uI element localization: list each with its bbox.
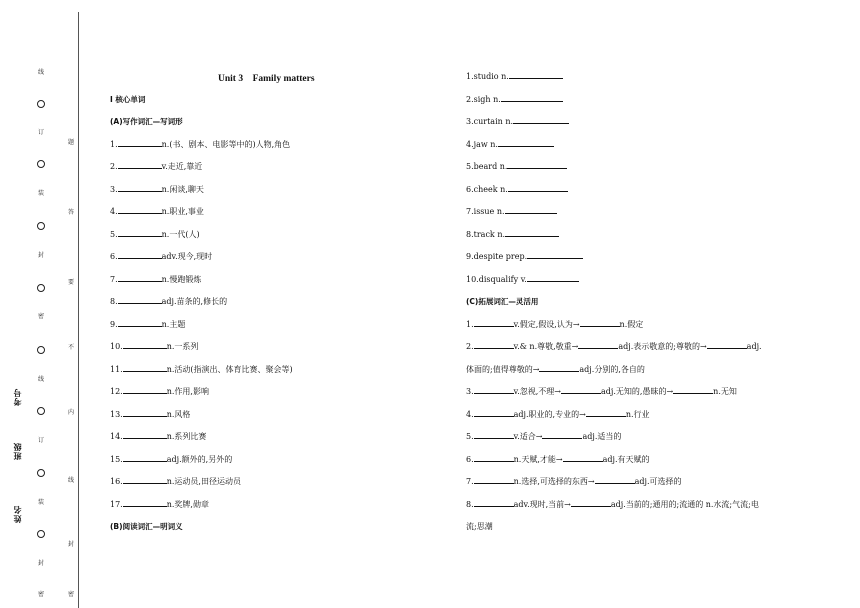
- item-number: 17.: [110, 500, 123, 509]
- list-item: [110, 161, 202, 172]
- item-word: 6.cheek n.: [466, 185, 508, 194]
- answer-blank[interactable]: [474, 341, 514, 349]
- item-definition: v.假定,假设,认为→: [513, 320, 580, 329]
- item-number: 13.: [110, 410, 123, 419]
- seal-mark: 要: [68, 279, 75, 286]
- item-number: 10.: [110, 342, 123, 351]
- answer-blank[interactable]: [673, 386, 713, 394]
- item-number: 1.: [466, 320, 474, 329]
- answer-blank[interactable]: [123, 386, 167, 394]
- item-definition: adj.表示敬意的;尊敬的→: [618, 342, 707, 351]
- list-item: [110, 364, 293, 375]
- answer-blank[interactable]: [474, 319, 514, 327]
- item-number: 3.: [110, 185, 118, 194]
- answer-blank[interactable]: [123, 409, 167, 417]
- binding-hole-icon: [37, 530, 45, 538]
- list-item: [466, 251, 583, 261]
- list-item: [466, 116, 569, 126]
- item-number: 8.: [466, 500, 474, 509]
- binding-hole-icon: [37, 284, 45, 292]
- list-item-continuation: [466, 364, 645, 375]
- list-item: [110, 341, 198, 352]
- list-item: [110, 409, 190, 420]
- list-item: [466, 499, 759, 510]
- item-number: 2.: [110, 162, 118, 171]
- item-number: 6.: [110, 252, 118, 261]
- seal-mark: 题: [68, 139, 75, 146]
- seal-mark: 密: [38, 313, 45, 320]
- item-definition: n.假定: [619, 320, 644, 329]
- answer-blank[interactable]: [474, 499, 514, 507]
- item-definition: 体面的;值得尊敬的→: [466, 365, 540, 374]
- item-number: 4.: [110, 207, 118, 216]
- list-item: [110, 454, 232, 465]
- item-definition: n.运动员,田径运动员: [166, 477, 241, 486]
- item-number: 4.: [466, 410, 474, 419]
- answer-blank[interactable]: [474, 476, 514, 484]
- answer-blank[interactable]: [509, 71, 563, 79]
- seal-mark: 内: [68, 409, 75, 416]
- item-definition: adv.现今,现时: [161, 252, 213, 261]
- item-definition: n.系列比赛: [166, 432, 207, 441]
- list-item: [110, 296, 227, 307]
- answer-blank[interactable]: [118, 319, 162, 327]
- list-item: [466, 319, 643, 330]
- list-item: [466, 161, 567, 171]
- section-heading-a: (A)写作词汇—写词形: [110, 117, 183, 126]
- answer-blank[interactable]: [118, 274, 162, 282]
- seal-mark: 线: [38, 69, 45, 76]
- answer-blank[interactable]: [539, 364, 579, 372]
- item-number: 12.: [110, 387, 123, 396]
- item-definition: adj.: [746, 342, 762, 351]
- answer-blank[interactable]: [118, 139, 162, 147]
- answer-blank[interactable]: [118, 184, 162, 192]
- list-item: [466, 184, 568, 194]
- binding-line: [78, 12, 79, 608]
- list-item: [110, 431, 206, 442]
- list-item: [110, 499, 209, 510]
- list-item: [110, 184, 204, 195]
- item-definition: n.天赋,才能→: [513, 455, 563, 464]
- item-number: 2.: [466, 342, 474, 351]
- item-definition: n.职业,事业: [161, 207, 204, 216]
- answer-blank[interactable]: [505, 229, 559, 237]
- answer-blank[interactable]: [561, 386, 601, 394]
- item-word: 1.studio n.: [466, 72, 509, 81]
- seal-mark: 密: [68, 591, 75, 598]
- binding-hole-icon: [37, 469, 45, 477]
- answer-blank[interactable]: [474, 386, 514, 394]
- item-word: 2.sigh n.: [466, 95, 501, 104]
- item-number: 9.: [110, 320, 118, 329]
- exam-number-label: 考号: [13, 388, 22, 406]
- answer-blank[interactable]: [118, 251, 162, 259]
- item-definition: v.适合→: [513, 432, 543, 441]
- item-definition: n.一代(人): [161, 230, 200, 239]
- item-definition: v.走近,靠近: [161, 162, 203, 171]
- seal-mark: 不: [68, 344, 75, 351]
- list-item: [110, 229, 200, 240]
- list-item: [466, 139, 554, 149]
- item-definition: adj.额外的,另外的: [166, 455, 233, 464]
- item-definition: adj.可选择的: [634, 477, 682, 486]
- item-number: 1.: [110, 140, 118, 149]
- section-heading-core-words: Ⅰ 核心单词: [110, 95, 146, 104]
- seal-mark: 封: [68, 541, 75, 548]
- seal-mark: 封: [38, 560, 45, 567]
- seal-mark: 订: [38, 129, 45, 136]
- item-definition: adj.苗条的,修长的: [161, 297, 228, 306]
- list-item: [110, 476, 241, 487]
- answer-blank[interactable]: [542, 431, 582, 439]
- item-number: 5.: [110, 230, 118, 239]
- seal-mark: 答: [68, 209, 75, 216]
- item-definition: adj.分别的,各自的: [579, 365, 645, 374]
- item-number: 5.: [466, 432, 474, 441]
- answer-blank[interactable]: [474, 409, 514, 417]
- item-number: 8.: [110, 297, 118, 306]
- seal-mark: 装: [38, 499, 45, 506]
- item-word: 8.track n.: [466, 230, 506, 239]
- list-item: [466, 431, 621, 442]
- item-number: 6.: [466, 455, 474, 464]
- answer-blank[interactable]: [118, 161, 162, 169]
- item-number: 7.: [110, 275, 118, 284]
- answer-blank[interactable]: [571, 499, 611, 507]
- item-word: 10.disqualify v.: [466, 275, 527, 284]
- answer-blank[interactable]: [501, 94, 563, 102]
- binding-margin: [0, 0, 82, 608]
- list-item: [466, 206, 557, 216]
- item-definition: adj.适当的: [582, 432, 622, 441]
- item-definition: adj.职业的,专业的→: [513, 410, 586, 419]
- answer-blank[interactable]: [498, 139, 554, 147]
- answer-blank[interactable]: [118, 296, 162, 304]
- list-item-continuation: 流;思潮: [466, 522, 493, 531]
- seal-mark: 封: [38, 252, 45, 259]
- item-definition: n.闲谈,聊天: [161, 185, 204, 194]
- item-number: 7.: [466, 477, 474, 486]
- item-definition: n.奖牌,勋章: [166, 500, 209, 509]
- item-number: 16.: [110, 477, 123, 486]
- item-definition: v.& n.尊敬,敬重→: [513, 342, 579, 351]
- binding-hole-icon: [37, 100, 45, 108]
- item-definition: n.风格: [166, 410, 191, 419]
- answer-blank[interactable]: [578, 341, 618, 349]
- list-item: [110, 386, 209, 397]
- answer-blank[interactable]: [474, 431, 514, 439]
- answer-blank[interactable]: [123, 499, 167, 507]
- answer-blank[interactable]: [118, 229, 162, 237]
- answer-blank[interactable]: [123, 454, 167, 462]
- list-item: [466, 274, 579, 284]
- item-number: 15.: [110, 455, 123, 464]
- item-definition: n.行业: [625, 410, 650, 419]
- item-number: 14.: [110, 432, 123, 441]
- answer-blank[interactable]: [507, 161, 567, 169]
- item-definition: n.作用,影响: [166, 387, 209, 396]
- seal-mark: 装: [38, 190, 45, 197]
- answer-blank[interactable]: [527, 251, 583, 259]
- section-heading-c: (C)拓展词汇—灵活用: [466, 297, 539, 306]
- item-definition: n.(书、剧本、电影等中的)人物,角色: [161, 140, 291, 149]
- item-definition: n.选择,可选择的东西→: [513, 477, 595, 486]
- binding-hole-icon: [37, 407, 45, 415]
- item-word: 4.jaw n.: [466, 140, 498, 149]
- item-definition: n.慢跑锻炼: [161, 275, 202, 284]
- item-definition: adv.现时,当前→: [513, 500, 571, 509]
- name-label: 姓名: [13, 505, 22, 523]
- list-item: [466, 476, 682, 487]
- item-definition: n.无知: [713, 387, 737, 396]
- list-item: [466, 71, 563, 81]
- item-definition: adj.无知的,愚昧的→: [601, 387, 674, 396]
- answer-blank[interactable]: [508, 184, 568, 192]
- answer-blank[interactable]: [527, 274, 579, 282]
- list-item: [110, 251, 212, 262]
- answer-blank[interactable]: [586, 409, 626, 417]
- list-item: [466, 409, 650, 420]
- section-heading-b: (B)阅读词汇—明词义: [110, 522, 183, 531]
- item-word: 7.issue n.: [466, 207, 505, 216]
- item-definition: n.活动(指演出、体育比赛、聚会等): [166, 365, 293, 374]
- answer-blank[interactable]: [118, 206, 162, 214]
- list-item: [110, 319, 185, 330]
- seal-mark: 线: [38, 376, 45, 383]
- item-word: 9.despite prep.: [466, 252, 528, 261]
- binding-hole-icon: [37, 346, 45, 354]
- item-word: 5.beard n.: [466, 162, 508, 171]
- item-definition: v.忽视,不理→: [513, 387, 561, 396]
- item-definition: n.一系列: [166, 342, 199, 351]
- answer-blank[interactable]: [123, 476, 167, 484]
- answer-blank[interactable]: [563, 454, 603, 462]
- list-item: [110, 206, 204, 217]
- answer-blank[interactable]: [707, 341, 747, 349]
- list-item: [466, 454, 650, 465]
- item-word: 3.curtain n.: [466, 117, 514, 126]
- item-number: 11.: [110, 365, 123, 374]
- list-item: [110, 274, 201, 285]
- answer-blank[interactable]: [123, 431, 167, 439]
- list-item: [466, 229, 559, 239]
- answer-blank[interactable]: [580, 319, 620, 327]
- answer-blank[interactable]: [474, 454, 514, 462]
- binding-hole-icon: [37, 222, 45, 230]
- answer-blank[interactable]: [123, 341, 167, 349]
- answer-blank[interactable]: [513, 116, 569, 124]
- seal-mark: 密: [38, 591, 45, 598]
- answer-blank[interactable]: [505, 206, 557, 214]
- answer-blank[interactable]: [123, 364, 167, 372]
- seal-mark: 线: [68, 477, 75, 484]
- seal-mark: 订: [38, 437, 45, 444]
- list-item: [110, 139, 290, 150]
- item-definition: adj.当前的;通用的;流通的 n.水流;气流;电: [610, 500, 759, 509]
- answer-blank[interactable]: [595, 476, 635, 484]
- list-item: [466, 386, 737, 397]
- list-item: [466, 94, 563, 104]
- item-number: 3.: [466, 387, 474, 396]
- item-definition: n.主题: [161, 320, 186, 329]
- binding-hole-icon: [37, 160, 45, 168]
- page-title: Unit 3 Family matters: [218, 74, 315, 84]
- class-label: 班级: [13, 442, 22, 460]
- list-item: [466, 341, 762, 352]
- item-definition: adj.有天赋的: [602, 455, 650, 464]
